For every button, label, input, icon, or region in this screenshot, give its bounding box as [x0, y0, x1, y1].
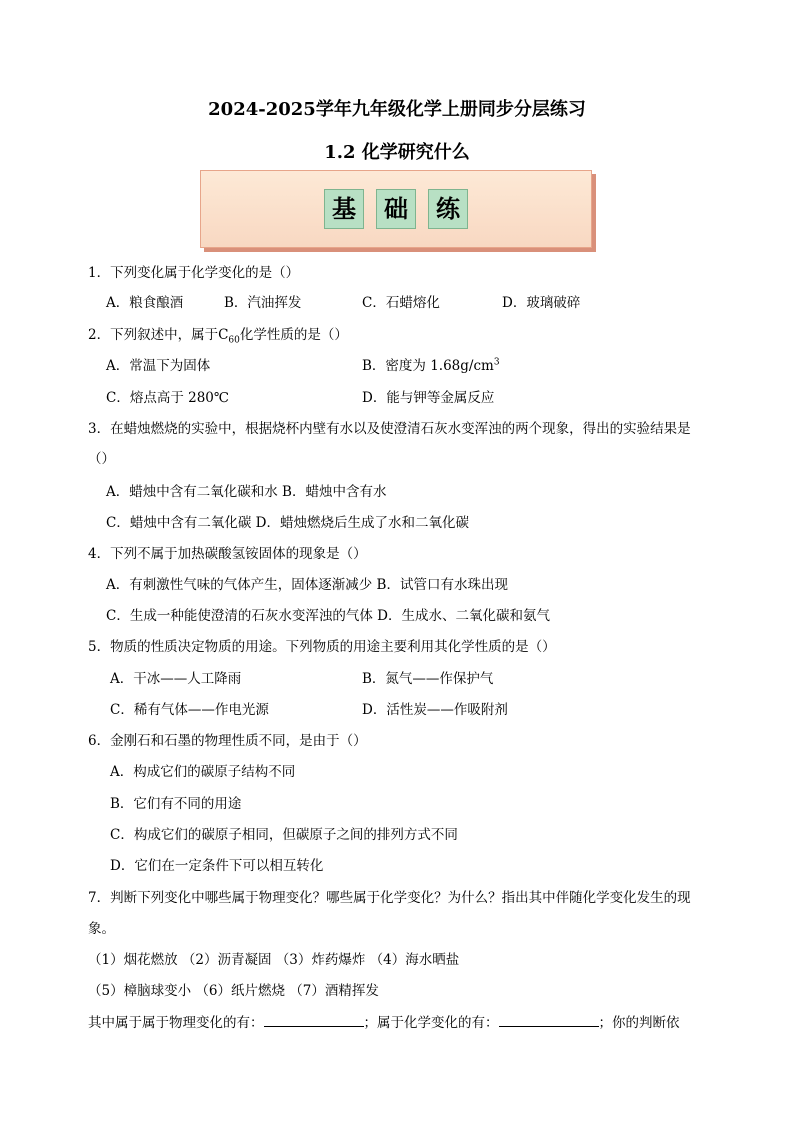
q4-options-cd: C．生成一种能使澄清的石灰水变浑浊的气体 D．生成水、二氧化碳和氨气 — [106, 608, 550, 624]
q2-option-a: A．常温下为固体 — [106, 358, 211, 374]
banner-char-1: 基 — [324, 189, 364, 229]
q2-option-d: D．能与钾等金属反应 — [362, 390, 495, 406]
q1-option-a: A．粮食酿酒 — [106, 295, 184, 311]
q1-option-d: D．玻璃破碎 — [502, 295, 581, 311]
lesson-subtitle: 1.2 化学研究什么 — [324, 142, 470, 163]
q6-option-a: A．构成它们的碳原子结构不同 — [110, 764, 296, 780]
q7-physical-blank[interactable] — [264, 1012, 364, 1027]
q6-option-c: C．构成它们的碳原子相同，但碳原子之间的排列方式不同 — [110, 827, 458, 843]
q3-options-cd: C．蜡烛中含有二氧化碳 D．蜡烛燃烧后生成了水和二氧化碳 — [106, 515, 469, 531]
q2-stem: 2．下列叙述中，属于$C_{60}$化学性质的是（） — [88, 327, 348, 346]
q6-option-d: D．它们在一定条件下可以相互转化 — [110, 858, 324, 874]
q7-items-row2: （5）樟脑球变小 （6）纸片燃烧 （7）酒精挥发 — [88, 983, 379, 999]
q6-option-b: B．它们有不同的用途 — [110, 796, 242, 812]
q5-option-d: D．活性炭——作吸附剂 — [362, 702, 508, 718]
q4-stem: 4．下列不属于加热碳酸氢铵固体的现象是（） — [88, 546, 367, 562]
q7-stem: 7．判断下列变化中哪些属于物理变化？哪些属于化学变化？为什么？指出其中伴随化学变化发生的现 — [88, 890, 691, 906]
q7-fill-physical-label: 其中属于属于物理变化的有： — [88, 1015, 264, 1031]
q7-chemical-blank[interactable] — [499, 1012, 599, 1027]
q1-option-b: B．汽油挥发 — [224, 295, 302, 311]
q3-options-ab: A．蜡烛中含有二氧化碳和水 B．蜡烛中含有水 — [106, 484, 387, 500]
q7-fill-basis-label: ；你的判断依 — [598, 1015, 680, 1031]
q5-option-b: B．氮气——作保护气 — [362, 671, 494, 687]
worksheet-title: 2024-2025学年九年级化学上册同步分层练习 — [208, 99, 586, 120]
q3-stem-cont: （） — [88, 451, 115, 467]
q4-options-ab: A．有刺激性气味的气体产生，固体逐渐减少 B．试管口有水珠出现 — [106, 577, 508, 593]
q2-option-b: B．密度为 $1.68g/cm^3$ — [362, 357, 500, 374]
q5-stem: 5．物质的性质决定物质的用途。下列物质的用途主要利用其化学性质的是（） — [88, 639, 556, 655]
banner-char-3: 练 — [428, 189, 468, 229]
q1-option-c: C．石蜡熔化 — [362, 295, 440, 311]
q1-stem: 1．下列变化属于化学变化的是（） — [88, 265, 300, 281]
level-banner — [200, 170, 592, 248]
q7-fill-line — [88, 1011, 680, 1031]
q7-stem-cont: 象。 — [88, 921, 115, 937]
q6-stem: 6．金刚石和石墨的物理性质不同，是由于（） — [88, 733, 367, 749]
q7-fill-chemical-label: ；属于化学变化的有： — [363, 1015, 499, 1031]
banner-char-2: 础 — [376, 189, 416, 229]
q3-stem: 3．在蜡烛燃烧的实验中，根据烧杯内壁有水以及使澄清石灰水变浑浊的两个现象，得出的实验结果是 — [88, 421, 691, 437]
q5-option-c: C．稀有气体——作电光源 — [110, 702, 269, 718]
q7-items-row1: （1）烟花燃放 （2）沥青凝固 （3）炸药爆炸 （4）海水晒盐 — [88, 952, 460, 968]
q2-option-c: C．熔点高于 280℃ — [106, 390, 229, 406]
q5-option-a: A．干冰——人工降雨 — [110, 671, 242, 687]
